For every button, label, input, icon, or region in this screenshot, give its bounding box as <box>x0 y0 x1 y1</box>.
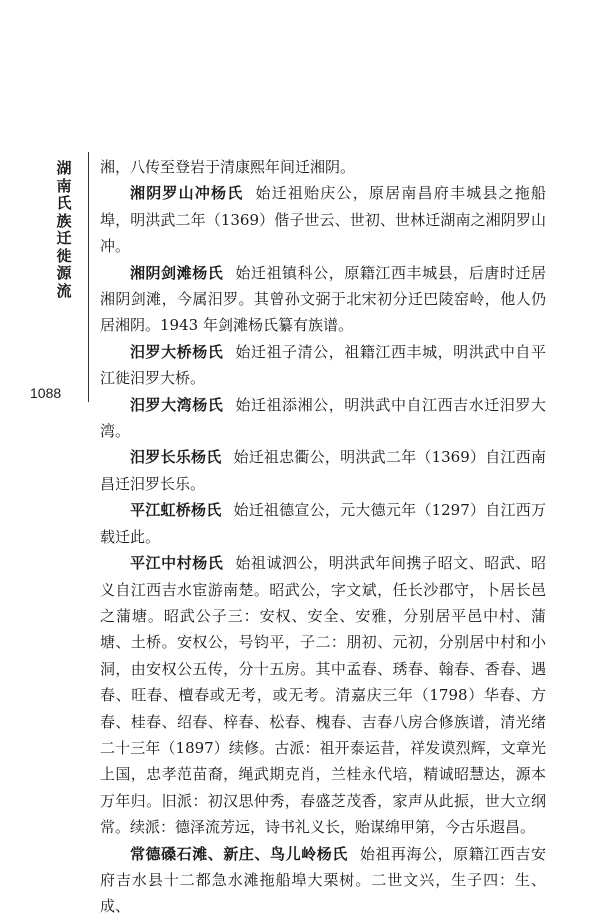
paragraph <box>100 260 546 339</box>
paragraph <box>100 339 546 392</box>
margin-rule <box>88 152 89 402</box>
paragraph-text: 湘，八传至登岩于清康熙年间迁湘阴。 <box>100 158 356 176</box>
page-number: 1088 <box>30 385 62 401</box>
body-text <box>100 154 546 920</box>
entry-heading: 汨罗长乐杨氏 <box>130 448 222 467</box>
paragraph-text: 始迁祖忠衢公，明洪武二年（1369）自江西南昌迁汨罗长乐。 <box>100 448 546 493</box>
paragraph <box>100 180 546 259</box>
entry-heading: 湘阴罗山冲杨氏 <box>130 184 244 203</box>
running-title: 湖南氏族迁徙源流 <box>56 159 72 300</box>
paragraph <box>100 392 546 445</box>
paragraph-text: 始迁祖镇科公，原籍江西丰城县，后唐时迁居湘阴剑滩，今属汨罗。其曾孙文弼于北宋初分迁巴陵窑岭，他人仍居湘阴。1943 年剑滩杨氏纂有族谱。 <box>100 263 546 335</box>
paragraph-text: 始迁祖子清公，祖籍江西丰城，明洪武中自平江徙汨罗大桥。 <box>100 342 546 388</box>
paragraph-text: 始迁祖贻庆公，原居南昌府丰城县之拖船埠，明洪武二年（1369）偕子世云、世初、世林迁湖南之湘阴罗山冲。 <box>100 184 546 256</box>
entry-heading: 汨罗大桥杨氏 <box>130 342 224 361</box>
entry-heading: 平江中村杨氏 <box>130 554 224 573</box>
entry-heading: 常德磉石滩、新庄、鸟儿岭杨氏 <box>130 844 348 863</box>
paragraph <box>100 497 546 550</box>
entry-heading: 湘阴剑滩杨氏 <box>130 263 224 282</box>
entry-heading: 汨罗大湾杨氏 <box>130 395 224 414</box>
entry-heading: 平江虹桥杨氏 <box>130 501 222 520</box>
paragraph-text: 始祖再海公，原籍江西吉安府吉水县十二都急水滩拖船埠大栗树。二世文兴，生子四：生、成、 <box>100 844 546 916</box>
paragraph <box>100 444 546 497</box>
paragraph-text: 始祖诚泗公，明洪武年间携子昭文、昭武、昭义自江西吉水宦游南楚。昭武公，字文斌，任长沙郡守，卜居长邑之蒲塘。昭武公子三：安权、安全、安雅，分别居平邑中村、蒲塘、土桥。安权公，号钧平，子二：朋初、元初，分别居中村和小洞，由安权公五传，分十五房。其中孟春、琇春、翰春、香春、遇春、旺春、檀春或无考，或无考。清嘉庆三年（1798）华春、方春、桂春、绍春、梓春、松春、槐春、吉春八房合修族谱，清光绪二十三年（1897）续修。古派：祖开泰运昔，祥发谟烈辉，文章光上国，忠孝范苗裔，绳武期克肖，兰桂永代培，精诚昭慧达，源本万年归。旧派：初汉思仲秀，春盛芝茂香，家声从此振，世大立纲常。续派：德泽流芳远，诗书礼义长，贻谋绵甲第，今古乐遐昌。 <box>100 554 546 837</box>
paragraph-text: 始迁祖添湘公，明洪武中自江西吉水迁汨罗大湾。 <box>100 395 546 441</box>
paragraph <box>100 550 546 840</box>
paragraph-text: 始迁祖德宣公，元大德元年（1297）自江西万载迁此。 <box>100 501 546 546</box>
paragraph <box>100 154 546 180</box>
paragraph <box>100 841 546 920</box>
